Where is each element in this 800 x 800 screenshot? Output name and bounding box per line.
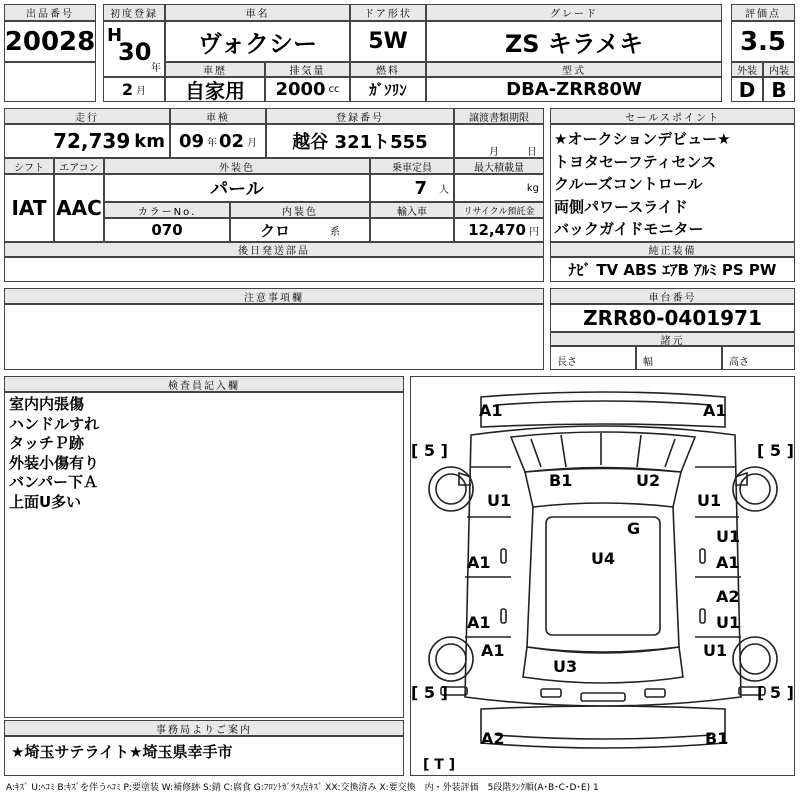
capacity: 7 [414, 177, 427, 199]
inspection-month: 02 [219, 130, 245, 152]
damage-a1-r1: A1 [716, 553, 740, 572]
displacement-label: 排気量 [265, 62, 350, 77]
first-reg-label: 初度登録 [103, 4, 165, 21]
interior-score: B [763, 77, 795, 102]
model-code: DBA-ZRR80W [426, 77, 722, 102]
mileage-box [4, 124, 170, 158]
inspection-label: 車検 [170, 108, 266, 124]
damage-b1-rear: B1 [705, 729, 729, 748]
grade-label: グレード [426, 4, 722, 21]
height-box [722, 346, 795, 370]
aircon: AAC [54, 174, 104, 242]
later-parts-label: 後日発送部品 [4, 242, 544, 257]
capacity-label: 乗車定員 [370, 158, 454, 174]
sales-point: トヨタセーフティセンス [554, 152, 717, 171]
sales-point: 両側パワースライド [554, 197, 688, 216]
equipment-label: 純正装備 [550, 242, 795, 257]
damage-a1-fl: A1 [479, 401, 503, 420]
damage-u1-l: U1 [487, 491, 512, 510]
model-label: 型式 [426, 62, 722, 77]
damage-u1-r: U1 [697, 491, 722, 510]
first-reg-year-box [103, 21, 165, 77]
grade: ZS キラメキ [426, 21, 722, 62]
score: 3.5 [731, 21, 795, 62]
chassis-label: 車台番号 [550, 288, 795, 304]
int-color-box [230, 218, 370, 242]
legend: A:ｷｽﾞ U:ﾍｺﾐ B:ｷｽﾞを伴うﾍｺﾐ P:要塗装 W:補修跡 S:錆 C:腐食 G:ﾌﾛﾝﾄｶﾞﾗｽ点ｷｽﾞ XX:交換済み X:要交換 内・外装評価 5段階ﾗﾝｸ順(A･B･C･D･E) 1 [6, 783, 599, 793]
notes-box [4, 304, 544, 370]
color: パール [104, 174, 370, 202]
damage-a1-l3: A1 [481, 641, 505, 660]
inspector-note: ハンドルすれ [9, 414, 100, 433]
inspection-year: 09 [178, 130, 204, 152]
damage-u3: U3 [553, 657, 578, 676]
int-color-unit: 系 [330, 226, 340, 238]
displacement: 2000 [275, 79, 326, 100]
plate-number: 越谷 321ト555 [266, 124, 454, 158]
damage-g: G [627, 519, 641, 538]
tire-fr: [ 5 ] [757, 441, 794, 460]
exterior-label: 外装 [731, 62, 763, 77]
kg-unit: kg [526, 182, 539, 194]
lot-blank [4, 62, 96, 102]
mileage: 72,739 [53, 129, 131, 153]
inspection-box [170, 124, 266, 158]
color-no: 070 [104, 218, 230, 242]
history-label: 車歴 [165, 62, 265, 77]
displacement-box [265, 77, 350, 102]
inspector-box [4, 392, 404, 718]
first-reg-month-box [103, 77, 165, 102]
import-box [370, 218, 454, 242]
lot-number: 20028 [4, 21, 96, 62]
door-type: 5W [350, 21, 426, 62]
transfer-box [454, 124, 544, 158]
damage-a2-rear: A2 [481, 729, 505, 748]
width-label: 幅 [643, 357, 653, 368]
inspector-note: タッチＰ跡 [9, 434, 85, 452]
car-outline [411, 377, 794, 775]
sales-point: バックガイドモニター [554, 220, 704, 238]
transfer-month-unit: 月 [489, 147, 499, 158]
color-no-label: カラーNo. [104, 202, 230, 218]
score-label: 評価点 [731, 4, 795, 21]
max-load-box [454, 174, 544, 202]
trunk-marker: [ T ] [423, 757, 456, 773]
shift: IAT [4, 174, 54, 242]
history: 自家用 [165, 77, 265, 102]
sales-points-list [554, 128, 731, 241]
sales-point: クルーズコントロール [554, 175, 703, 193]
int-color: クロ [259, 221, 290, 240]
tire-rl: [ 5 ] [411, 683, 448, 702]
era: H [107, 25, 123, 46]
shift-label: シフト [4, 158, 54, 174]
car-name: ヴォクシー [165, 21, 350, 62]
length-box [550, 346, 636, 370]
recycle-fee: 12,470 [468, 221, 526, 239]
interior-label: 内装 [763, 62, 795, 77]
specs-label: 諸元 [550, 332, 795, 346]
width-box [636, 346, 722, 370]
max-load-label: 最大積載量 [454, 158, 544, 174]
sales-points-box [550, 124, 795, 242]
color-label: 外装色 [104, 158, 370, 174]
height-label: 高さ [729, 357, 749, 368]
damage-a2-r: A2 [716, 587, 740, 606]
fuel: ｶﾞｿﾘﾝ [350, 77, 426, 102]
later-parts-box [4, 257, 544, 282]
damage-u4: U4 [591, 549, 616, 568]
chassis-number: ZRR80-0401971 [550, 304, 795, 332]
inspector-note: 室内内張傷 [9, 395, 85, 413]
exterior-score: D [731, 77, 763, 102]
office-notice: ★埼玉サテライト★埼玉県幸手市 [4, 736, 404, 776]
tire-rr: [ 5 ] [757, 683, 794, 702]
sales-point: ★オークションデビュー★ [554, 130, 731, 148]
office-label: 事務局よりご案内 [4, 720, 404, 736]
inspector-note: 上面U多い [9, 492, 82, 511]
equipment: ﾅﾋﾞ TV ABS ｴｱB ｱﾙﾐ PS PW [550, 257, 795, 282]
damage-u1-r3: U1 [716, 613, 741, 632]
length-label: 長さ [557, 357, 577, 368]
lot-label: 出品番号 [4, 4, 96, 21]
aircon-label: エアコン [54, 158, 104, 174]
km-unit: km [134, 130, 165, 152]
car-name-label: 車名 [165, 4, 350, 21]
plate-label: 登録番号 [266, 108, 454, 124]
damage-u1-r4: U1 [703, 641, 728, 660]
month-unit: 月 [136, 86, 147, 97]
inspector-label: 検査員記入欄 [4, 376, 404, 392]
damage-u2: U2 [636, 471, 661, 490]
inspection-year-unit: 年 [207, 137, 217, 149]
door-label: ドア形状 [350, 4, 426, 21]
inspector-note: 外装小傷有り [9, 453, 100, 472]
cc-unit: cc [328, 84, 340, 95]
recycle-box [454, 218, 544, 242]
recycle-label: リサイクル預託金 [454, 202, 544, 218]
capacity-unit: 人 [439, 184, 449, 196]
damage-b1: B1 [549, 471, 573, 490]
damage-a1-l1: A1 [467, 553, 491, 572]
mileage-label: 走行 [4, 108, 170, 124]
damage-diagram [410, 376, 795, 776]
damage-a1-l2: A1 [467, 613, 491, 632]
sales-points-label: セールスポイント [550, 108, 795, 124]
capacity-box [370, 174, 454, 202]
inspector-list [9, 395, 99, 512]
transfer-day-unit: 日 [527, 147, 537, 158]
inspection-month-unit: 月 [247, 137, 258, 149]
fuel-label: 燃料 [350, 62, 426, 77]
first-reg-month: 2 [121, 80, 134, 99]
tire-fl: [ 5 ] [411, 441, 448, 460]
damage-u1-r2: U1 [716, 527, 741, 546]
damage-a1-fr: A1 [703, 401, 727, 420]
import-label: 輸入車 [370, 202, 454, 218]
notes-label: 注意事項欄 [4, 288, 544, 304]
yen-unit: 円 [529, 226, 539, 238]
year-unit: 年 [151, 63, 161, 74]
transfer-label: 譲渡書類期限 [454, 108, 544, 124]
inspector-note: バンパー下Ａ [9, 473, 98, 491]
int-color-label: 内装色 [230, 202, 370, 218]
first-reg-year: 30 [118, 38, 152, 66]
